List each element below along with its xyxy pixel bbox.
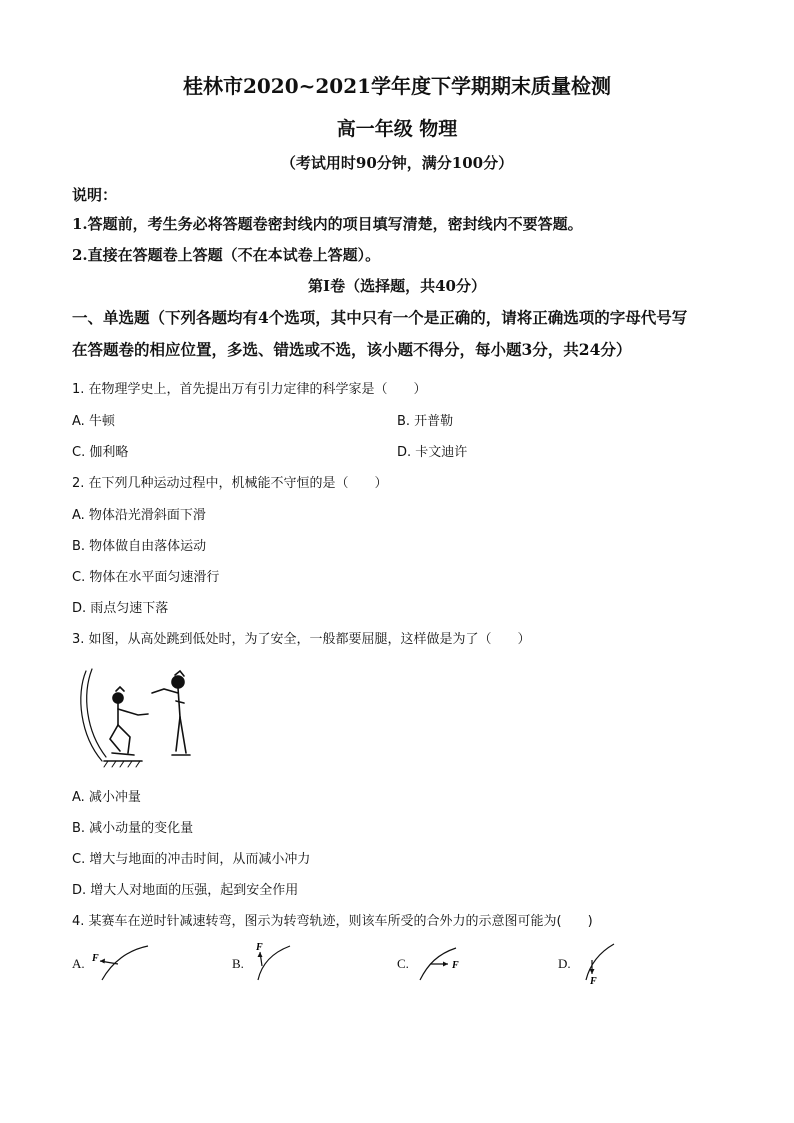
question-1-option-d: D. 卡文迪许: [397, 445, 468, 460]
question-2-option-c: C. 物体在水平面匀速滑行: [72, 570, 220, 585]
force-label-b: F: [256, 942, 263, 953]
notes-heading: 说明：: [72, 186, 118, 204]
question-2-option-d: D. 雨点匀速下落: [72, 601, 169, 616]
force-label-d: F: [590, 976, 597, 986]
exam-info: （考试用时90分钟，满分100分）: [280, 154, 514, 172]
notes-item-1: 1.答题前，考生务必将答题卷密封线内的项目填写清楚，密封线内不要答题。: [72, 215, 583, 233]
jumping-figure-illustration: [72, 665, 202, 775]
question-4-option-a-label: A.: [72, 956, 85, 971]
page-title: 桂林市2020~2021学年度下学期期末质量检测: [182, 74, 612, 98]
question-4-option-d-label: D.: [558, 956, 571, 971]
force-label-a: F: [92, 953, 99, 964]
question-2-stem: 2. 在下列几种运动过程中，机械能不守恒的是（ ）: [72, 476, 388, 491]
question-4-diagram-b: [250, 940, 294, 984]
question-3-option-a: A. 减小冲量: [72, 790, 141, 805]
question-4-option-c-label: C.: [397, 956, 409, 971]
question-1-option-b: B. 开普勒: [397, 414, 454, 429]
page-subtitle: 高一年级 物理: [336, 118, 458, 140]
question-2-option-b: B. 物体做自由落体运动: [72, 539, 207, 554]
question-1-option-a: A. 牛顿: [72, 414, 115, 429]
section-instruction-line-2: 在答题卷的相应位置，多选、错选或不选，该小题不得分，每小题3分，共24分）: [72, 340, 632, 359]
question-1-option-c: C. 伽利略: [72, 445, 129, 460]
question-4-diagram-a: [90, 944, 152, 984]
force-label-c: F: [452, 960, 459, 971]
question-3-stem: 3. 如图，从高处跳到低处时，为了安全，一般都要屈腿，这样做是为了（ ）: [72, 632, 531, 647]
notes-item-2: 2.直接在答题卷上答题（不在本试卷上答题）。: [72, 246, 381, 264]
question-3-option-d: D. 增大人对地面的压强，起到安全作用: [72, 883, 299, 898]
section-heading: 第I卷（选择题，共40分）: [308, 277, 486, 295]
question-1-stem: 1. 在物理学史上，首先提出万有引力定律的科学家是（ ）: [72, 382, 427, 397]
section-instruction-line-1: 一、单选题（下列各题均有4个选项，其中只有一个是正确的，请将正确选项的字母代号写: [72, 308, 688, 327]
question-4-stem: 4. 某赛车在逆时针减速转弯，图示为转弯轨迹，则该车所受的合外力的示意图可能为( ): [72, 914, 593, 929]
question-2-option-a: A. 物体沿光滑斜面下滑: [72, 508, 206, 523]
question-4-option-b-label: B.: [232, 956, 244, 971]
question-4-diagram-c: [416, 944, 472, 984]
question-3-option-c: C. 增大与地面的冲击时间，从而减小冲力: [72, 852, 311, 867]
question-3-option-b: B. 减小动量的变化量: [72, 821, 194, 836]
question-4-diagram-d: [576, 940, 620, 986]
